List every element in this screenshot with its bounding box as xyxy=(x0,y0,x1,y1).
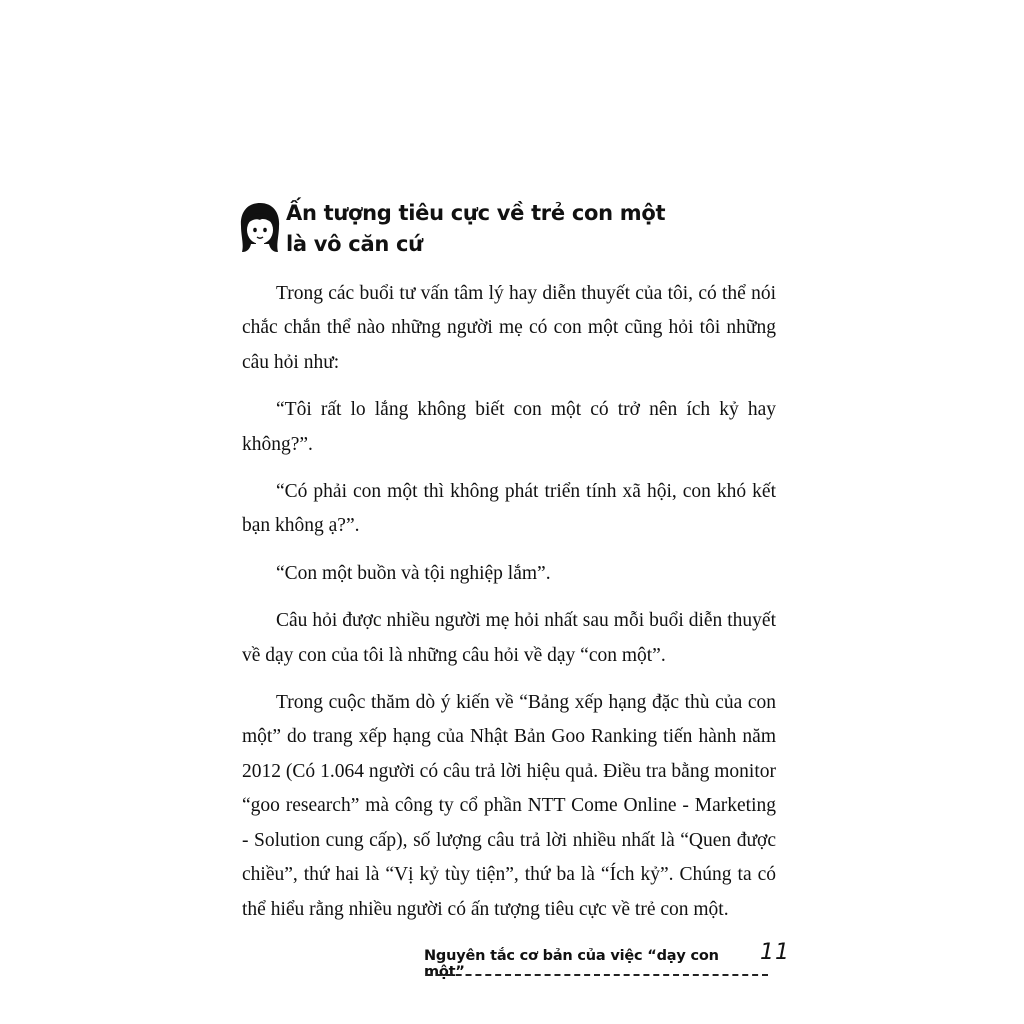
paragraph: Câu hỏi được nhiều người mẹ hỏi nhất sau mỗi buổi diễn thuyết về dạy con của tôi là những câu hỏi về dạy “con một”. xyxy=(242,610,776,666)
quote-paragraph: “Con một buồn và tội nghiệp lắm”. xyxy=(276,562,551,584)
section-heading xyxy=(238,198,798,260)
footer-dashed-rule xyxy=(426,974,768,976)
section-title xyxy=(286,198,665,260)
running-title: Nguyên tắc cơ bản của việc “dạy con một” xyxy=(424,948,719,980)
girl-face-icon xyxy=(238,200,282,260)
body-text xyxy=(242,277,776,927)
page-footer xyxy=(424,940,796,980)
page-number: 11 xyxy=(760,940,790,965)
paragraph: Trong các buổi tư vấn tâm lý hay diễn thuyết của tôi, có thể nói chắc chắn thể nào những người mẹ có con một cũng hỏi tôi những câu hỏi như: xyxy=(242,283,776,373)
paragraph: Trong cuộc thăm dò ý kiến về “Bảng xếp hạng đặc thù của con một” do trang xếp hạng của Nhật Bản Goo Ranking tiến hành năm 2012 (Có 1.064 người có câu trả lời hiệu quả. Điều tra bằng monitor “goo research” mà công ty cổ phần NTT Come Online - Marketing - Solution cung cấp), số lượng câu trả lời nhiều nhất là “Quen được chiều”, thứ hai là “Vị kỷ tùy tiện”, thứ ba là “Ích kỷ”. Chúng ta có thể hiểu rằng nhiều người có ấn tượng tiêu cực về trẻ con một. xyxy=(242,692,776,920)
quote-paragraph: “Có phải con một thì không phát triển tính xã hội, con khó kết bạn không ạ?”. xyxy=(242,481,776,537)
section-title-line2: là vô căn cứ xyxy=(286,232,423,256)
quote-paragraph: “Tôi rất lo lắng không biết con một có trở nên ích kỷ hay không?”. xyxy=(242,399,776,455)
section-title-line1: Ấn tượng tiêu cực về trẻ con một xyxy=(286,201,666,225)
